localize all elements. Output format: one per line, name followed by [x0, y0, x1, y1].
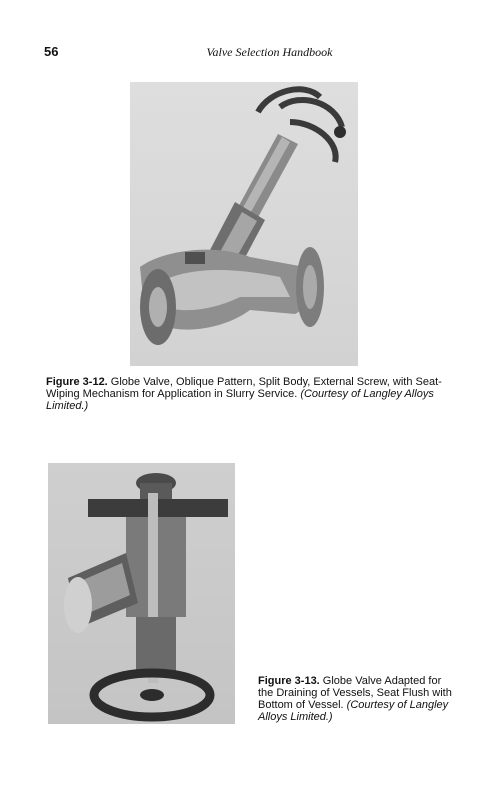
- caption-credit: (Courtesy of Langley Alloys Limited.): [46, 388, 434, 412]
- figure-3-12-photo: [130, 82, 358, 366]
- caption-text: Globe Valve, Oblique Pattern, Split Body, External Screw, with Seat-Wiping Mechanism for Application in Slurry Service.: [46, 376, 442, 400]
- figure-3-12-caption: [46, 376, 456, 412]
- caption-credit: (Courtesy of Langley Alloys Limited.): [258, 699, 449, 723]
- figure-3-13-photo: [48, 463, 235, 724]
- figure-label: Figure 3-12.: [46, 376, 108, 388]
- page-number: 56: [44, 44, 59, 59]
- figure-label: Figure 3-13.: [258, 675, 320, 687]
- figure-3-13-caption: [258, 675, 458, 723]
- running-title: Valve Selection Handbook: [206, 45, 333, 59]
- caption-text: Globe Valve Adapted for the Draining of Vessels, Seat Flush with Bottom of Vessel.: [258, 675, 452, 711]
